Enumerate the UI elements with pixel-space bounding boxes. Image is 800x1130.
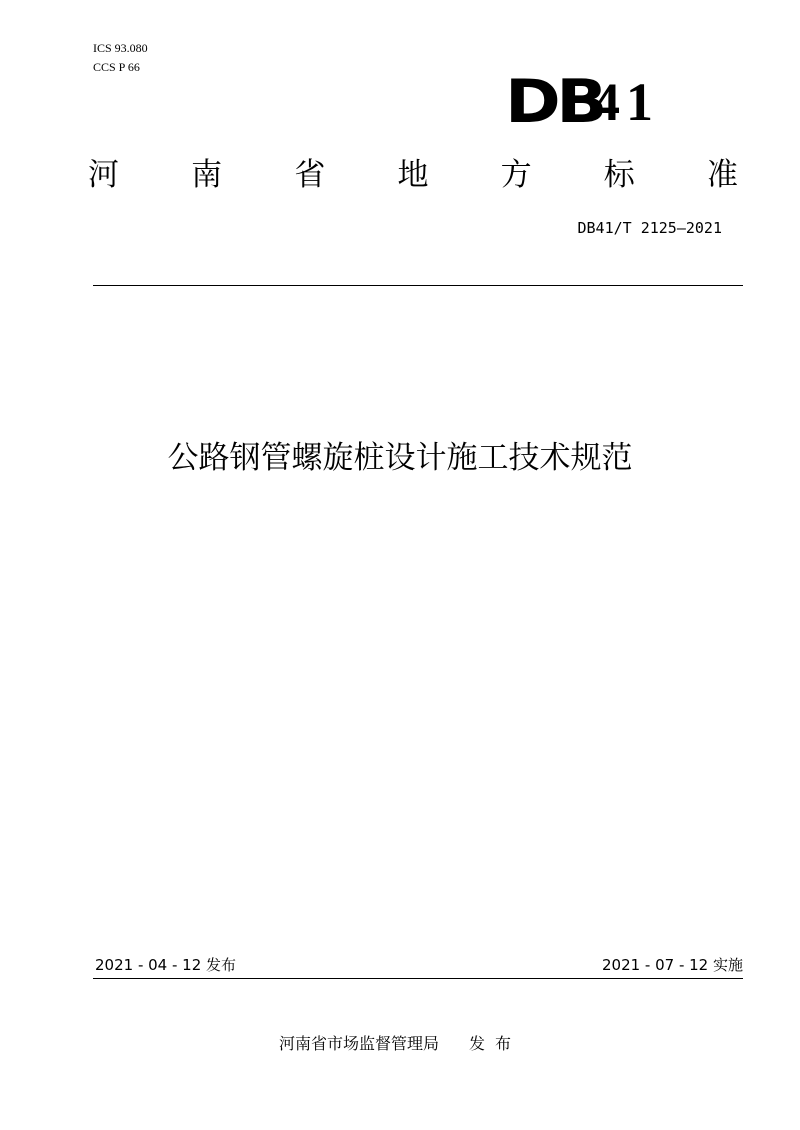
standard-type-heading	[88, 155, 738, 195]
ics-code: ICS 93.080	[93, 41, 148, 55]
standard-type-char: 方	[500, 157, 532, 193]
standard-type-char: 标	[603, 157, 635, 193]
db-logo-code: 41	[593, 72, 659, 132]
top-divider	[93, 285, 743, 286]
implement-date: 2021 - 07 - 12 实施	[601, 956, 743, 974]
publish-date: 2021 - 04 - 12 发布	[95, 956, 237, 974]
standard-type-char: 省	[294, 157, 326, 193]
standard-type-char: 准	[706, 157, 738, 193]
ccs-code: CCS P 66	[93, 60, 140, 74]
standard-type-char: 南	[191, 157, 223, 193]
issuer-org: 河南省市场监督管理局	[278, 1034, 439, 1053]
db-logo-prefix: DB	[505, 67, 604, 137]
document-title: 公路钢管螺旋桩设计施工技术规范	[167, 440, 633, 476]
issuer-action: 发布	[469, 1034, 522, 1053]
standard-type-char: 河	[88, 157, 119, 193]
bottom-divider	[93, 978, 743, 979]
standard-type-char: 地	[397, 157, 429, 193]
issuer-line	[0, 1033, 800, 1055]
db-standard-logo	[505, 67, 659, 137]
standard-number: DB41/T 2125—2021	[577, 219, 722, 237]
